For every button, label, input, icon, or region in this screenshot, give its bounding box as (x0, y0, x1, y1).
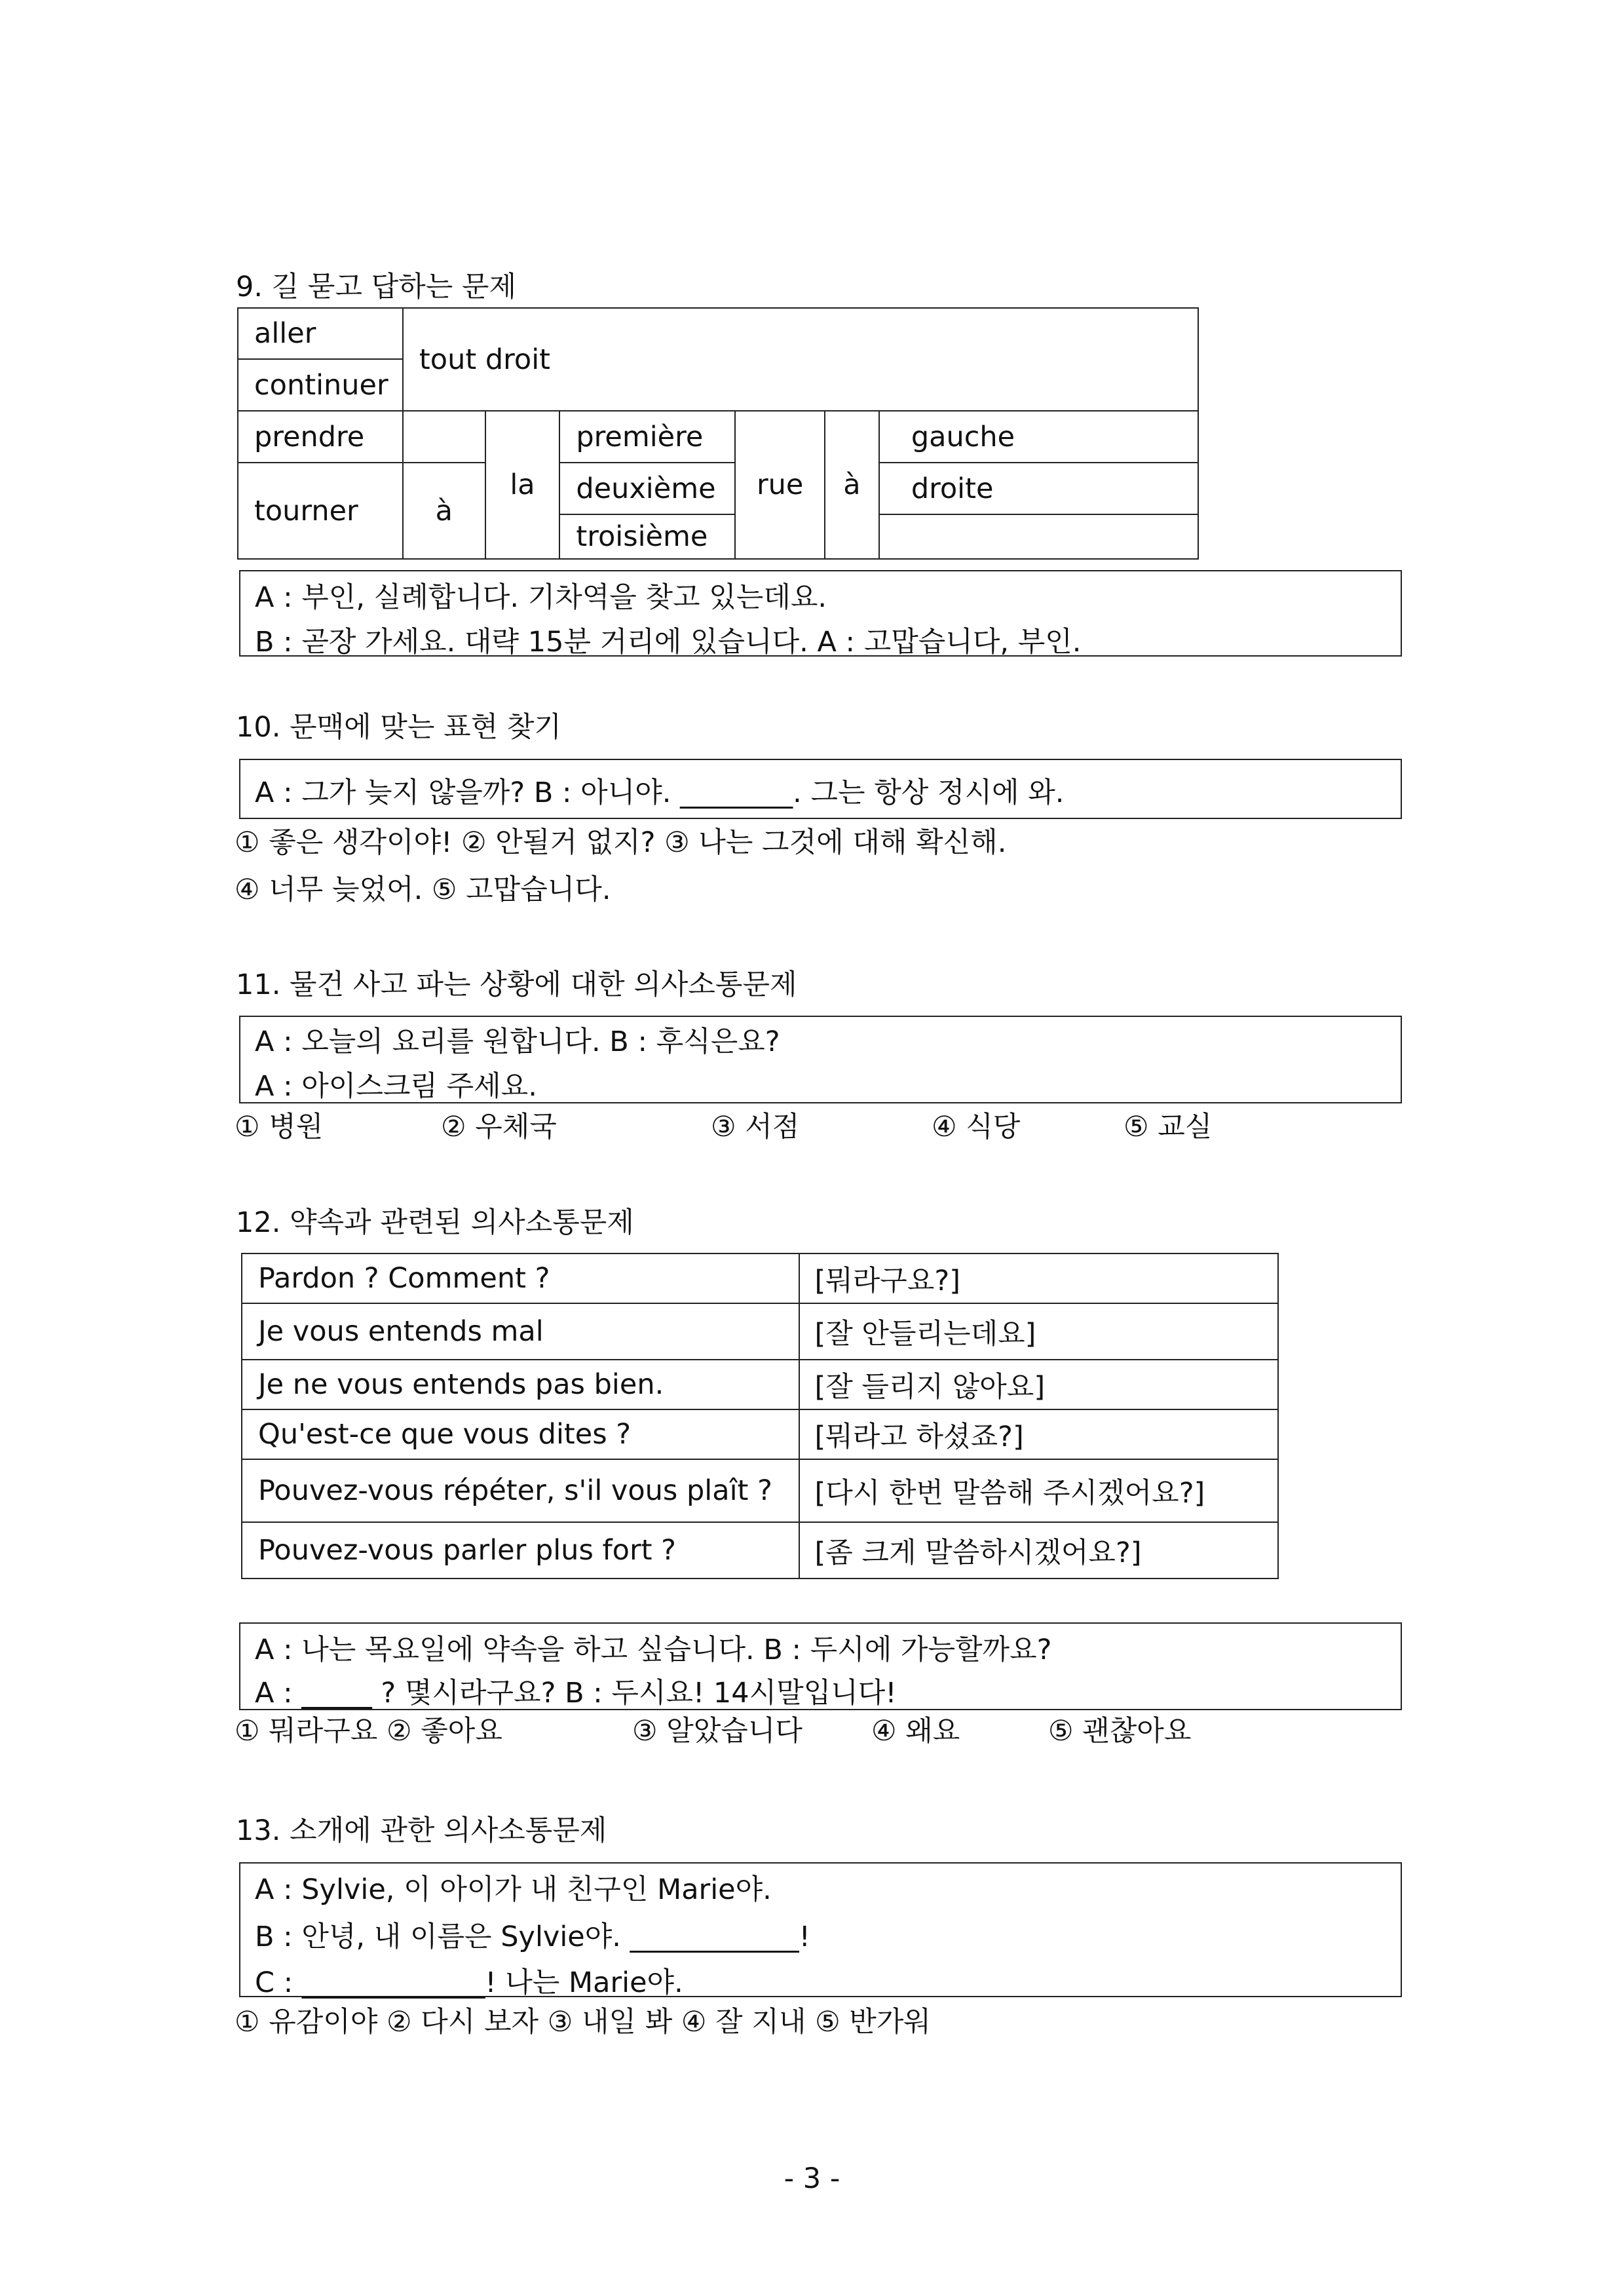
dialog-line: C : _____________! 나는 Marie야. (255, 1966, 683, 1999)
q11-option: ④ 식당 (932, 1111, 1021, 1143)
cell-tout-droit: tout droit (403, 308, 1198, 411)
table-row (242, 1360, 1278, 1409)
korean-translation: [잘 들리지 않아요] (799, 1360, 1278, 1409)
table-row (242, 1253, 1278, 1303)
table-row (242, 1303, 1278, 1360)
q10-options-line-1: ① 좋은 생각이야! ② 안될거 없지? ③ 나는 그것에 대해 확신해. (235, 826, 1007, 859)
page-number: - 3 - (784, 2162, 840, 2195)
french-expression: Pouvez-vous parler plus fort ? (242, 1522, 799, 1578)
french-expression: Qu'est-ce que vous dites ? (242, 1409, 799, 1459)
q9-dialog-box (239, 570, 1402, 657)
korean-translation: [뭐라구요?] (799, 1253, 1278, 1303)
cell-deuxieme: deuxième (559, 463, 735, 514)
french-expression: Pardon ? Comment ? (242, 1253, 799, 1303)
q11-option: ② 우체국 (441, 1111, 557, 1143)
korean-translation: [좀 크게 말씀하시겠어요?] (799, 1522, 1278, 1578)
q11-option: ③ 서점 (711, 1111, 800, 1143)
dialog-line: A : 오늘의 요리를 원합니다. B : 후식은요? (255, 1025, 780, 1058)
q13-options: ① 유감이야 ② 다시 보자 ③ 내일 봐 ④ 잘 지내 ⑤ 반가워 (235, 2006, 931, 2038)
cell-la: la (485, 411, 560, 559)
cell-empty (403, 411, 485, 463)
q9-direction-table (237, 307, 1199, 560)
q10-dialog-box (239, 759, 1402, 819)
korean-translation: [뭐라고 하셨죠?] (799, 1409, 1278, 1459)
q10-heading: 10. 문맥에 맞는 표현 찾기 (236, 711, 561, 744)
cell-tourner: tourner (238, 463, 403, 559)
cell-continuer: continuer (238, 359, 403, 411)
cell-aller: aller (238, 308, 403, 359)
dialog-line: A : 부인, 실례합니다. 기차역을 찾고 있는데요. (255, 581, 827, 614)
korean-translation: [잘 안들리는데요] (799, 1303, 1278, 1360)
cell-rue: rue (735, 411, 825, 559)
dialog-line: B : 곧장 가세요. 대략 15분 거리에 있습니다. A : 고맙습니다, 부인. (255, 626, 1082, 659)
cell-prendre: prendre (238, 411, 403, 463)
q11-option: ① 병원 (235, 1111, 324, 1143)
dialog-line: A : _____ ? 몇시라구요? B : 두시요! 14시말입니다! (255, 1677, 897, 1710)
q12-option: ⑤ 괜찮아요 (1048, 1715, 1192, 1748)
french-expression: Je vous entends mal (242, 1303, 799, 1360)
q12-option: ④ 왜요 (871, 1715, 960, 1748)
cell-premiere: première (559, 411, 735, 463)
q12-heading: 12. 약속과 관련된 의사소통문제 (236, 1206, 634, 1239)
table-row (242, 1409, 1278, 1459)
french-expression: Pouvez-vous répéter, s'il vous plaît ? (242, 1459, 799, 1522)
table-row (242, 1522, 1278, 1578)
cell-a2: à (825, 411, 879, 559)
q9-heading: 9. 길 묻고 답하는 문제 (236, 271, 517, 303)
dialog-line: B : 안녕, 내 이름은 Sylvie야. ____________! (255, 1921, 810, 1953)
korean-translation: [다시 한번 말씀해 주시겠어요?] (799, 1459, 1278, 1522)
cell-gauche: gauche (879, 411, 1198, 463)
q11-option: ⑤ 교실 (1124, 1111, 1213, 1143)
q12-dialog-box (239, 1622, 1402, 1710)
q11-heading: 11. 물건 사고 파는 상황에 대한 의사소통문제 (236, 968, 797, 1001)
cell-troisieme: troisième (559, 514, 735, 559)
q12-expression-table (241, 1253, 1279, 1579)
cell-a1: à (403, 463, 485, 559)
q12-option: ③ 알았습니다 (632, 1715, 803, 1748)
q13-dialog-box (239, 1862, 1402, 1997)
cell-droite: droite (879, 463, 1198, 514)
dialog-line: A : Sylvie, 이 아이가 내 친구인 Marie야. (255, 1873, 772, 1906)
q10-options-line-2: ④ 너무 늦었어. ⑤ 고맙습니다. (235, 873, 611, 906)
dialog-line: A : 아이스크림 주세요. (255, 1070, 537, 1103)
french-expression: Je ne vous entends pas bien. (242, 1360, 799, 1409)
dialog-line: A : 나는 목요일에 약속을 하고 싶습니다. B : 두시에 가능할까요? (255, 1634, 1052, 1666)
q11-dialog-box (239, 1016, 1402, 1103)
table-row (242, 1459, 1278, 1522)
q12-option: ① 뭐라구요 ② 좋아요 (235, 1715, 502, 1748)
dialog-line: A : 그가 늦지 않을까? B : 아니야. ________. 그는 항상 정시에 와. (255, 776, 1065, 809)
cell-empty (879, 514, 1198, 559)
q13-heading: 13. 소개에 관한 의사소통문제 (236, 1814, 607, 1847)
